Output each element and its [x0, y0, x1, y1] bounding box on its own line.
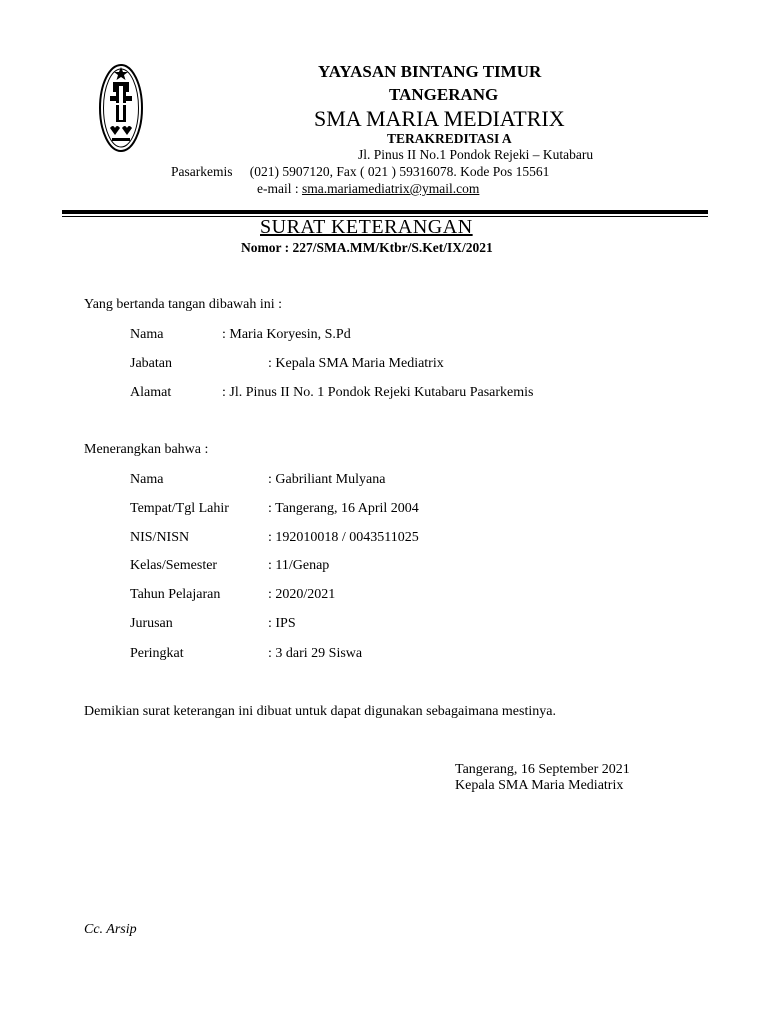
school-email-line: [257, 181, 479, 197]
signer-address-label: Alamat: [130, 385, 172, 400]
email-label: e-mail :: [257, 181, 302, 196]
foundation-city: TANGERANG: [389, 85, 499, 104]
signer-intro: Yang bertanda tangan dibawah ini :: [84, 297, 283, 312]
school-address: Jl. Pinus II No.1 Pondok Rejeki – Kutabaru: [358, 147, 594, 162]
school-crest-icon: [98, 62, 144, 154]
student-intro: Menerangkan bahwa :: [84, 442, 209, 457]
student-class-label: Kelas/Semester: [130, 558, 218, 573]
student-birth-value: : Tangerang, 16 April 2004: [268, 501, 419, 516]
signer-position-value: : Kepala SMA Maria Mediatrix: [268, 356, 444, 371]
document-number: Nomor : 227/SMA.MM/Ktbr/S.Ket/IX/2021: [241, 240, 493, 255]
school-contact: Pasarkemis   (021) 5907120, Fax ( 021 ) 59316078. Kode Pos 15561: [171, 164, 550, 179]
document-title: SURAT KETERANGAN: [260, 216, 473, 238]
student-nis-label: NIS/NISN: [130, 530, 190, 545]
student-year-label: Tahun Pelajaran: [130, 587, 221, 602]
student-name-label: Nama: [130, 472, 164, 487]
student-year-value: : 2020/2021: [268, 587, 336, 602]
signer-name-label: Nama: [130, 327, 164, 342]
student-rank-label: Peringkat: [130, 646, 184, 661]
signer-address-value: : Jl. Pinus II No. 1 Pondok Rejeki Kutabaru Pasarkemis: [222, 385, 534, 400]
student-major-value: : IPS: [268, 616, 296, 631]
student-name-value: : Gabriliant Mulyana: [268, 472, 386, 487]
student-birth-label: Tempat/Tgl Lahir: [130, 501, 229, 516]
signature-place-date: Tangerang, 16 September 2021: [455, 762, 630, 777]
foundation-name: YAYASAN BINTANG TIMUR: [318, 62, 542, 81]
signature-position: Kepala SMA Maria Mediatrix: [455, 778, 624, 793]
header-divider-thick: [62, 210, 708, 214]
carbon-copy: Cc. Arsip: [84, 922, 137, 937]
school-name: SMA MARIA MEDIATRIX: [314, 106, 565, 131]
student-class-value: : 11/Genap: [268, 558, 330, 573]
signer-name-value: : Maria Koryesin, S.Pd: [222, 327, 351, 342]
student-rank-value: : 3 dari 29 Siswa: [268, 646, 363, 661]
email-link[interactable]: sma.mariamediatrix@ymail.com: [301, 181, 480, 196]
student-major-label: Jurusan: [130, 616, 173, 631]
signer-position-label: Jabatan: [130, 356, 172, 371]
closing-statement: Demikian surat keterangan ini dibuat untuk dapat digunakan sebagaimana mestinya.: [84, 704, 556, 719]
student-nis-value: : 192010018 / 0043511025: [268, 530, 419, 545]
accreditation: TERAKREDITASI A: [387, 131, 512, 146]
